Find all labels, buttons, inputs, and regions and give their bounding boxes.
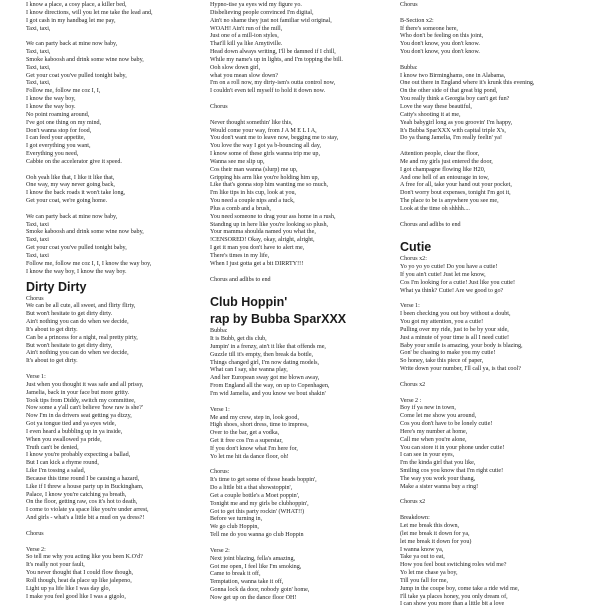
lyric-line: It's time to get some of those heads boppin', [210,477,317,484]
lyric-line: Make a sister wanna buy a ring! [400,483,479,490]
lyric-line: So honey, take this piece of paper, [400,358,484,365]
stanza-gap [400,57,590,65]
song-title: rap by Bubba SparXXX [210,312,347,327]
lyric-line: Get your coat, we're going home. [26,198,108,205]
lyric-line: I'm wid Jamelia, and you know we bout shakin' [210,390,326,397]
lyric-line: Call me when you're alone, [400,436,467,443]
lyric-line: Taxi, taxi [26,253,49,259]
lyric-stanza [210,120,380,269]
lyric-line: Who don't be feeling on this joint, [400,33,484,40]
lyric-line: Get it free cos I'm a superstar, [210,438,283,445]
lyric-line: I know the way boy, [26,96,76,103]
lyric-line: Chorus x2 [400,499,426,506]
lyric-line: Pulling over my ride, just to be by your side, [400,326,509,333]
stanza-gap [400,229,590,237]
stanza-gap [400,214,590,222]
lyric-stanza [26,175,196,206]
lyric-line: Cos I'm looking for a cutie! Just like you cutie! [400,279,515,286]
lyric-line: Roll though, heat da place up like jalepeno, [26,577,132,584]
lyric-stanza [26,2,196,33]
lyric-line: Chorus x2: [400,256,427,263]
lyric-line: I even heard a bubbling up in ya inside, [26,428,123,435]
lyric-line: Verse 1: [26,373,46,380]
stanza-gap [400,507,590,515]
lyric-stanza [400,382,590,390]
lyric-line: Got to get this party rockin' (WHAT!!) [210,508,305,515]
lyric-line: Like that's gonna stop him wanting me so much, [210,182,329,189]
lyric-stanza [26,374,196,523]
lyric-line: I know you're probably expecting a ballad, [26,452,131,459]
stanza-gap [400,374,590,382]
lyric-line: Hypno-tise ya eyes wid my figure yo. [210,2,302,8]
lyric-line: One out there in England where it's krunk this evening, [400,80,535,87]
lyric-line: WOAH! Ain't run of the mill, [210,25,283,32]
lyric-line: I make you feel good like I was a gigolo, [26,593,126,600]
lyric-line: You love the way I got ya b-bouncing all day, [210,143,322,150]
stanza-gap [210,399,380,407]
lyric-stanza [26,531,196,539]
stanza-gap [26,366,196,374]
lyric-line: I got cash in my handbag let me pay, [26,17,116,24]
lyric-line: Cos you don't have to be lonely cutie! [400,421,493,428]
lyric-line: And her European sway got me blown away, [210,375,320,382]
lyric-line: I'm like tips in his cup, look at you, [210,190,297,197]
lyric-line: Light up ya life like I was day glo, [26,585,111,592]
lyric-line: Chorus and adlibs to end [400,221,461,228]
lyric-line: Next joint blazing, fella's amazing, [210,555,296,562]
lyric-line: Now some a y'all can't believe 'how raw is she?' [26,405,143,412]
lyric-stanza [400,151,590,214]
lyric-line: Bubba: [400,64,418,71]
stanza-gap [400,10,590,18]
lyric-line: Gon' be chasing to make you my cutie! [400,350,496,357]
stanza-gap [210,269,380,277]
lyric-line: Take ya out to eat, [400,554,445,561]
lyric-line: I know some of these girls wanna trip me up, [210,151,321,158]
lyric-line: But I can kick a rhyme round, [26,460,99,467]
lyric-line: You don't know, you don't know. [400,49,480,56]
lyric-line: Jumpin' in a frenzy, ain't it like that offends me, [210,343,326,350]
stanza-gap [210,284,380,292]
lyric-line: (let me break it down for ya, [400,530,470,537]
lyric-line: We can party back at mine now baby, [26,41,118,48]
lyrics-column-3 [400,2,590,609]
lyric-line: When I just gotta get a bit DIRRTY!!! [210,260,304,267]
lyric-stanza [400,499,590,507]
lyric-line: I know a place, a cosy place, a killer bed, [26,2,127,8]
lyric-line: Like I'm tossing a salad, [26,468,86,475]
lyric-stanza [400,398,590,492]
stanza-gap [26,539,196,547]
lyric-line: Gripping his arm like you're holding him up, [210,174,320,181]
lyric-line: Just when you thought it was safe and all prissy, [26,381,144,388]
lyric-line: Verse 2: [26,546,46,553]
lyric-line: I know the way boy, I know the way boy. [26,268,127,275]
lyric-line: Taxi, taxi [26,237,49,244]
lyric-stanza [400,18,590,57]
lyric-line: I get it man you don't have to alert me, [210,245,305,252]
stanza-gap [210,96,380,104]
lyric-line: You don't know, you don't know. [400,41,480,48]
lyrics-column-1 [26,2,196,601]
lyric-stanza [400,303,590,374]
lyric-line: Come let me show you around, [400,413,477,420]
lyric-line: We go club Hoppin, [210,524,259,531]
lyric-line: Verse 2: [210,547,230,554]
lyric-line: No point roaming around, [26,111,90,118]
lyric-line: A free for all, take your hand out your pocket, [400,182,512,189]
lyric-line: I know the way boy. [26,103,76,110]
lyric-line: You need someone to drag your ass home in a rush, [210,213,336,220]
lyric-stanza [210,407,380,462]
lyric-line: Verse 2 : [400,397,422,404]
lyric-line: Me and my girls just entered the door, [400,158,493,165]
stanza-gap [210,112,380,120]
lyric-line: Like if I threw a house party up in Buckingham, [26,483,144,490]
lyric-line: And girls - what's a little bit a mud on ya dress?! [26,515,145,522]
lyric-line: You can store it in your phone under cutie! [400,444,505,451]
lyric-line: I can feed your appetite, [26,135,86,142]
lyric-stanza [400,256,590,295]
stanza-gap [400,390,590,398]
stanza-gap [26,33,196,41]
lyric-line: B-Section x2: [400,17,434,24]
lyric-stanza [400,515,590,609]
lyric-line: Never thought somethin' like this, [210,119,293,126]
lyric-line: You really think a Georgia boy can't get fun? [400,96,510,103]
stanza-gap [400,143,590,151]
lyric-stanza [26,214,196,277]
lyric-stanza [210,2,380,96]
lyrics-column-2 [210,2,380,603]
lyric-line: Chorus: [210,469,230,476]
lyric-line: It's really not your fault, [26,562,85,569]
stanza-gap [400,296,590,304]
lyric-line: I come to violate ya space like you're under arrest, [26,507,149,514]
lyric-line: I wanna know ya, [400,546,444,553]
lyric-line: I got champagne flowing like H20, [400,166,486,173]
lyric-line: Chorus [26,295,44,302]
song-title: Club Hoppin' [210,295,288,310]
lyric-line: Disbelieving people convinced I'm digital, [210,9,314,16]
lyric-line: I couldn't even tell myself to hold it down now. [210,88,326,95]
lyric-line: Came to break it off, [210,571,261,578]
lyric-line: Plus a comb and a brush, [210,205,271,212]
lyric-line: Smoke kaboosh and drink some wine now baby, [26,229,144,236]
lyric-line: Get your coat you've pulled tonight baby, [26,72,127,79]
lyric-line: Cabbie on the accelerator give it speed. [26,158,122,165]
lyric-line: I know two Birminghams, one in Alabama, [400,72,506,79]
lyric-line: Smiling cos you know that I'm right cutie! [400,468,504,475]
song-title: Dirty Dirty [26,279,87,294]
lyric-stanza [400,65,590,143]
lyric-line: Taxi, taxi, [26,49,51,56]
lyric-line: Taxi, taxi, [26,64,51,71]
lyric-line: High shoes, short dress, time to impress, [210,422,309,429]
lyric-line: Attention people, clear the floor, [400,151,480,158]
lyric-line: On the other side of that great big pond, [400,88,498,95]
lyric-line: Tell me do you wanna go club Hoppin [210,532,304,539]
stanza-gap [26,523,196,531]
lyric-line: Ain't no shame they just not familiar wid original, [210,17,332,24]
lyric-stanza [26,296,196,367]
lyric-line: The way you work your thang, [400,475,476,482]
lyric-line: Yo yo yo yo cutie! Do you have a cutie! [400,264,498,271]
lyric-line: We can party back at mine now baby, [26,213,118,220]
lyric-line: Can be a princess for a night, real pretty pirty, [26,334,138,341]
lyric-line: Just a minute of your time is all I need cutie! [400,334,509,341]
lyric-line: Baby your smile is amazing, your body is blazing, [400,342,523,349]
lyric-line: Yo let me chase ya boy, [400,570,458,577]
lyric-line: While my name's up in lights, and I'm topping the bill. [210,56,343,63]
lyric-line: Here's my number at home, [400,428,468,435]
lyric-line: I'm the kinda girl that you like, [400,460,476,467]
lyric-line: !CENSORED! Okay, okay, alright, alright, [210,237,315,244]
lyric-line: On the floor, getting raw, cos it's hot to death, [26,499,138,506]
lyric-stanza [26,41,196,167]
lyric-line: Don't wanna stop for food, [26,127,92,134]
lyric-stanza [210,469,380,540]
lyric-line: Ain't nothing you can do when we decide, [26,350,129,357]
lyric-line: Me and my crew, step in, look good, [210,414,299,421]
lyric-line: Jamelia, back in your face but more gritty. [26,389,129,396]
lyric-line: I know the back roads it won't take long, [26,190,126,197]
lyric-line: I been checking you out boy without a doubt, [400,311,511,318]
lyric-line: Now I'm in da drivers seat getting ya dizzy, [26,413,132,420]
lyric-line: Gonna lock da door, nobody goin' home, [210,587,310,594]
lyric-line: Before we turning in, [210,516,263,523]
lyric-line: Get your coat you've pulled tonight baby, [26,245,127,252]
stanza-gap [26,206,196,214]
lyric-line: Just one of a mill-ion styles, [210,33,279,40]
lyric-stanza [400,2,590,10]
lyric-line: Breakdown: [400,515,430,522]
lyric-line: Everything you need, [26,151,79,158]
lyric-line: But won't hesitate to get dirty dirty. [26,311,113,318]
lyric-stanza [210,548,380,603]
lyric-line: let me break it down for you) [400,538,472,545]
stanza-gap [400,492,590,500]
lyric-line: Things changed girl, I'm now dating models, [210,359,320,366]
lyric-line: what you mean slow down? [210,72,279,79]
lyric-line: It is Bubb, get dis club, [210,336,267,343]
lyric-stanza [210,277,380,285]
lyric-line: Write down your number, I'll call ya, is that cool? [400,366,521,373]
lyric-line: Got ya tongue tied and ya eyes wide, [26,421,117,428]
lyric-line: Yo let me hit da dance floor, oh! [210,453,289,460]
lyric-stanza [210,328,380,399]
lyric-line: Because this time round I be causing a hazard, [26,475,140,482]
lyric-stanza [400,222,590,230]
lyric-line: I'll take ya places honey, you only dream of, [400,593,508,600]
lyric-line: Follow me, follow me coz I, I, [26,88,101,95]
lyric-line: Ooh yeah like that, I like it like that, [26,174,115,181]
lyric-line: Do ya thang Jamelia, I'm really feelin' ya! [400,135,503,142]
lyric-line: Ain't nothing you can do when we decide, [26,319,129,326]
lyric-line: Boy if ya new in town, [400,405,456,412]
lyric-line: Verse 1: [400,303,420,310]
lyric-line: It's Bubba SparXXX with capital triple X's, [400,127,506,134]
lyric-line: Took tips from Diddy, switch my committee, [26,397,136,404]
lyric-line: Follow me, follow me coz I, I, I know the way boy, [26,260,152,267]
lyric-line: You got my attention, you a cutie! [400,319,484,326]
lyric-line: Chorus [400,2,418,8]
lyric-line: Taxi, taxi [26,221,49,228]
lyric-line: What ya think? Cutie! Are we good to go? [400,287,504,294]
lyric-line: The place to be is anywhere you see me, [400,198,499,205]
lyric-line: Chorus [26,530,44,537]
lyric-line: Jump in the coupe boy, come take a ride wid me, [400,585,520,592]
lyric-line: When you swallowed ya pride, [26,436,102,443]
lyric-line: If you don't know what I'm here for, [210,445,298,452]
lyric-line: Ooh slow down girl, [210,64,261,71]
lyric-line: It's about to get dirty. [26,326,78,333]
lyric-line: Love the way these beautiful, [400,103,472,110]
lyric-line: Verse 1: [210,406,230,413]
lyric-line: Let me break this down, [400,523,460,529]
lyric-line: Guzzle till it's empty, then break da bottle, [210,351,314,358]
lyric-line: You never thought that I could flow though, [26,570,134,577]
lyric-line: You don't want me to leave now, begging me to stay, [210,135,339,142]
lyric-line: Chorus and adlibs to end [210,276,271,283]
lyric-line: I can show you more than a little bit a love [400,601,505,608]
lyric-line: Chorus [210,103,228,110]
lyric-line: I got everything you want, [26,143,91,150]
lyric-line: You need a couple nips and a tuck, [210,198,295,205]
lyric-line: Temptation, wanna take it off, [210,579,284,586]
lyric-line: Tonight me and my girls be clubhoppin', [210,500,309,507]
lyric-line: Standing up in here like you're looking so plush, [210,221,329,228]
lyric-line: Truth can't be denied, [26,444,79,451]
stanza-gap [210,540,380,548]
lyric-line: That'll kill ya like Amytiville. [210,41,283,48]
lyric-line: Head down always writing, I'll be damned if I chill, [210,49,336,56]
lyric-line: Smoke kaboosh and drink some wine now baby, [26,56,144,63]
stanza-gap [210,462,380,470]
lyric-line: If you ain't cutie! Just let me know, [400,272,486,278]
lyric-line: Taxi, taxi, [26,25,51,32]
lyric-line: It's about to get dirty. [26,358,78,365]
lyric-line: We can be all cute, all sweet, and flirty flirty, [26,303,136,310]
lyric-line: If there's someone here, [400,25,458,32]
lyric-line: What can I say, she wanna play, [210,367,288,374]
lyric-line: I can see in your eyes, [400,452,455,459]
lyric-line: I've got one thing on my mind, [26,119,102,126]
lyric-line: But won't hesitate to get dirty dirty, [26,342,113,349]
lyric-line: Would come your way, from J A M E L I A, [210,127,317,134]
lyric-line: Get a couple bottle's a Moet poppin', [210,492,300,499]
lyric-line: Got me open, I feel like I'm smoking, [210,563,302,570]
lyric-line: Cos their man wanna (slurp) me up, [210,166,298,173]
song-title: Cutie [400,240,432,255]
lyric-line: Do a little bit a that showstoppin', [210,485,293,492]
lyric-line: Now get up on the dance floor OH! [210,594,297,601]
lyric-line: Catty's shooting it at me, [400,111,461,118]
lyric-line: Your mamma shoulda named you what the, [210,229,316,236]
lyric-line: So tell me why you acting like you been K.O'd? [26,554,143,561]
lyric-line: Look at the time oh shhhh.... [400,205,470,212]
lyric-stanza [26,547,196,602]
lyric-line: And one hell of an entourage in tow, [400,174,489,181]
lyric-line: Till you fall for me, [400,577,449,584]
stanza-gap [26,167,196,175]
lyric-line: Yeah babygirl long as you groovin' I'm happy, [400,119,513,126]
lyric-line: I know directions, will you let me take the lead and, [26,9,153,16]
lyric-line: How you feel bout switching roles wid me? [400,562,507,569]
lyric-line: Wanna see me slip up, [210,158,265,165]
lyric-line: Bubba: [210,328,228,335]
lyric-line: Over to the bar, get a vodka, [210,430,280,437]
lyric-line: Palace, I know you're catching ya breath, [26,491,127,498]
lyric-line: There's times in my life, [210,253,270,259]
lyric-stanza [210,104,380,112]
lyric-line: One way, my way never going back, [26,182,115,189]
lyric-line: Taxi, taxi, [26,80,51,87]
lyric-line: I'm on a roll now, my dirty-ism's outta control now, [210,80,336,87]
lyric-line: From England all the way, on up to Copenhagen, [210,383,330,390]
lyric-line: Don't worry bout expenses, tonight I'm got it, [400,190,511,197]
lyric-line: Chorus x2 [400,381,426,388]
